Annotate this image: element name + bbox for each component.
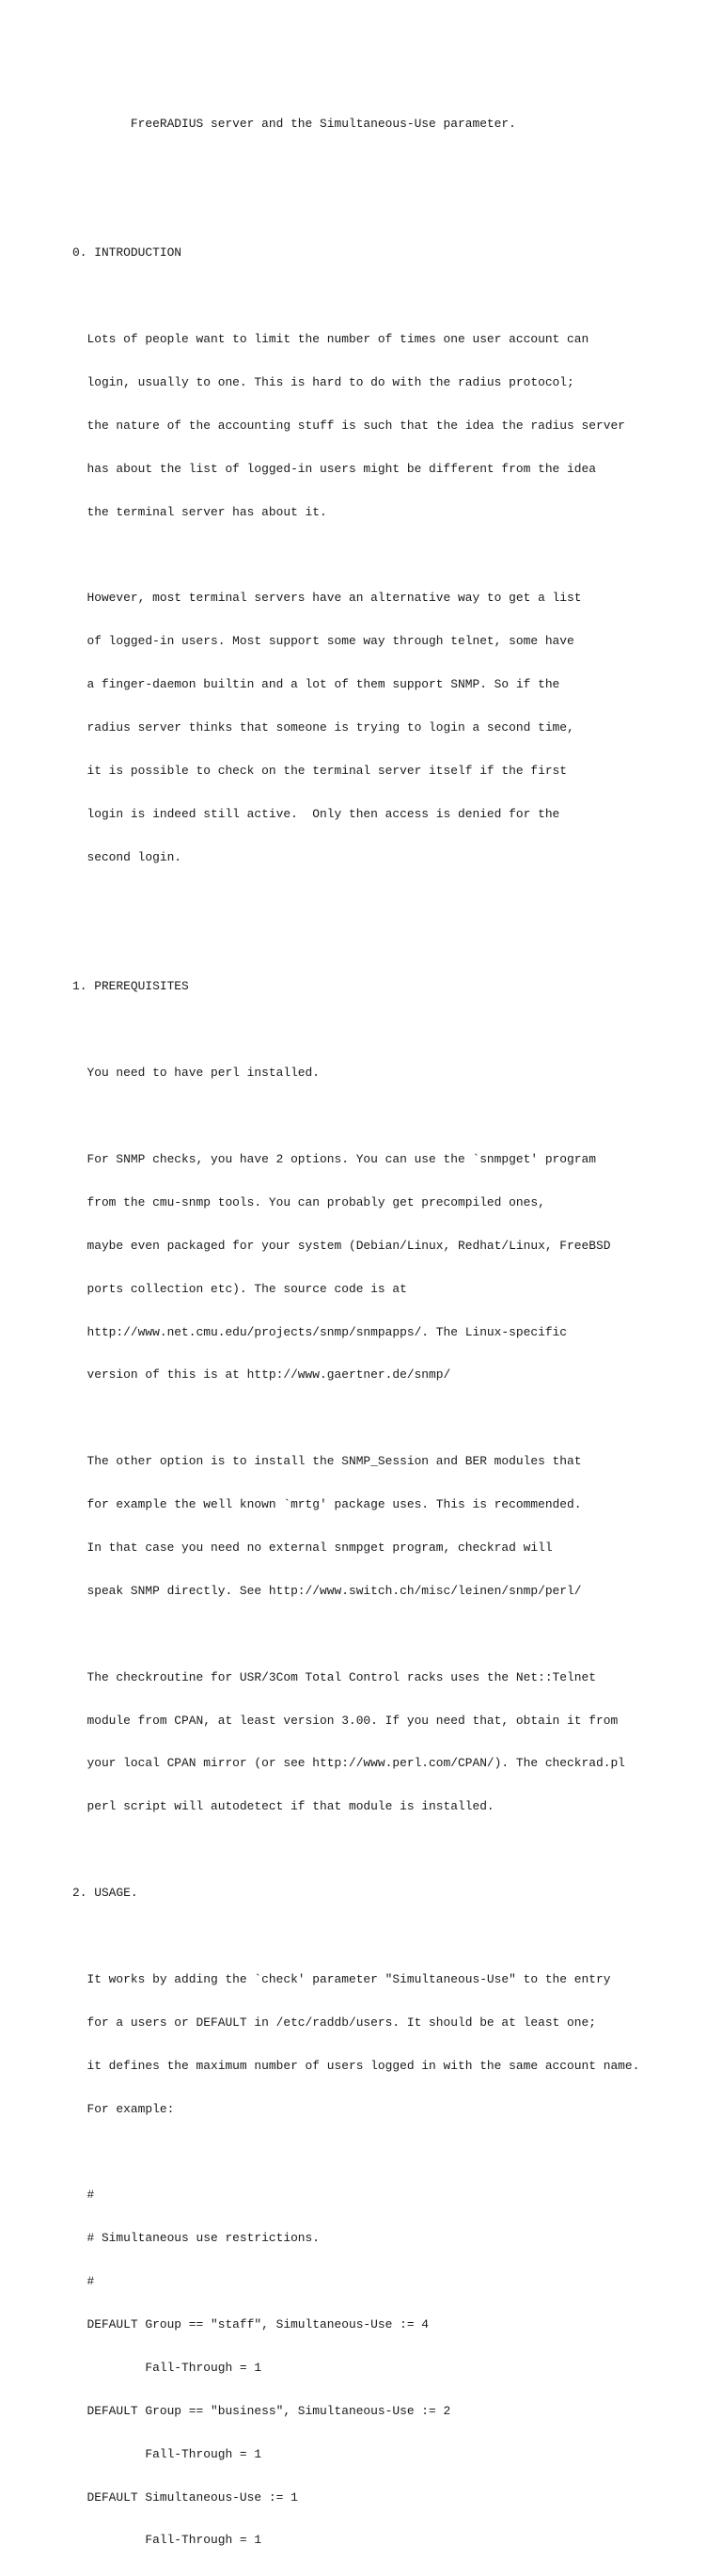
text-line: second login. [72,849,182,864]
text-line: The other option is to install the SNMP_Session and BER modules that [72,1454,582,1469]
text-line: has about the list of logged-in users might be different from the idea [72,461,596,476]
document-text [72,87,639,2576]
blank-line [72,289,639,303]
text-line: You need to have perl installed. [72,1066,321,1081]
code-line: Fall-Through = 1 [72,2533,262,2548]
blank-line [72,1929,639,1943]
text-line: of logged-in users. Most support some way through telnet, some have [72,634,574,649]
text-line: the nature of the accounting stuff is such that the idea the radius server [72,418,625,433]
text-line: your local CPAN mirror (or see http://www.perl.com/CPAN/). The checkrad.pl [72,1756,625,1771]
code-line: DEFAULT Simultaneous-Use := 1 [72,2489,298,2505]
text-line: for a users or DEFAULT in /etc/raddb/users. It should be at least one; [72,2015,596,2030]
text-line: However, most terminal servers have an alternative way to get a list [72,591,582,606]
text-line: for example the well known `mrtg' package uses. This is recommended. [72,1497,582,1512]
text-line: For example: [72,2101,175,2116]
blank-line [72,1411,639,1425]
text-line: version of this is at http://www.gaertner.de/snmp/ [72,1367,451,1383]
blank-line [72,159,639,173]
text-line: The checkroutine for USR/3Com Total Control racks uses the Net::Telnet [72,1669,596,1684]
section-heading-prerequisites: 1. PREREQUISITES [72,979,189,994]
text-line: it defines the maximum number of users logged in with the same account name. [72,2058,640,2073]
blank-line [72,548,639,562]
text-line: module from CPAN, at least version 3.00. If you need that, obtain it from [72,1713,619,1728]
blank-line [72,2144,639,2158]
text-line: maybe even packaged for your system (Debian/Linux, Redhat/Linux, FreeBSD [72,1238,611,1253]
text-line: from the cmu-snmp tools. You can probably get precompiled ones, [72,1194,545,1209]
text-line: radius server thinks that someone is trying to login a second time, [72,720,574,735]
section-heading-usage: 2. USAGE. [72,1886,138,1901]
code-line: DEFAULT Group == "staff", Simultaneous-Use := 4 [72,2317,430,2332]
blank-line [72,893,639,908]
text-line: ports collection etc). The source code is at [72,1281,407,1296]
text-line: Lots of people want to limit the number of times one user account can [72,332,589,347]
text-line: it is possible to check on the terminal server itself if the first [72,763,568,778]
code-line: # Simultaneous use restrictions. [72,2231,321,2246]
code-line: Fall-Through = 1 [72,2360,262,2375]
text-line: the terminal server has about it. [72,504,327,519]
code-line: DEFAULT Group == "business", Simultaneous-Use := 2 [72,2403,451,2418]
blank-line [72,1627,639,1641]
blank-line [72,937,639,951]
text-line: http://www.net.cmu.edu/projects/snmp/snmpapps/. The Linux-specific [72,1324,568,1339]
document-title: FreeRADIUS server and the Simultaneous-Use parameter. [72,116,516,131]
text-line: For SNMP checks, you have 2 options. You can use the `snmpget' program [72,1151,596,1166]
text-line: speak SNMP directly. See http://www.switch.ch/misc/leinen/snmp/perl/ [72,1583,582,1598]
blank-line [72,1109,639,1123]
text-line: login, usually to one. This is hard to do with the radius protocol; [72,374,574,389]
text-line: login is indeed still active. Only then access is denied for the [72,806,560,821]
blank-line [72,1842,639,1857]
blank-line [72,1022,639,1036]
blank-line [72,202,639,216]
text-line: It works by adding the `check' parameter "Simultaneous-Use" to the entry [72,1971,611,1986]
text-line: a finger-daemon builtin and a lot of them support SNMP. So if the [72,677,560,692]
text-line: In that case you need no external snmpget program, checkrad will [72,1540,553,1555]
text-line: perl script will autodetect if that module is installed. [72,1799,494,1814]
section-heading-introduction: 0. INTRODUCTION [72,245,182,261]
code-line: # [72,2274,95,2289]
code-line: Fall-Through = 1 [72,2446,262,2461]
code-line: # [72,2188,95,2203]
